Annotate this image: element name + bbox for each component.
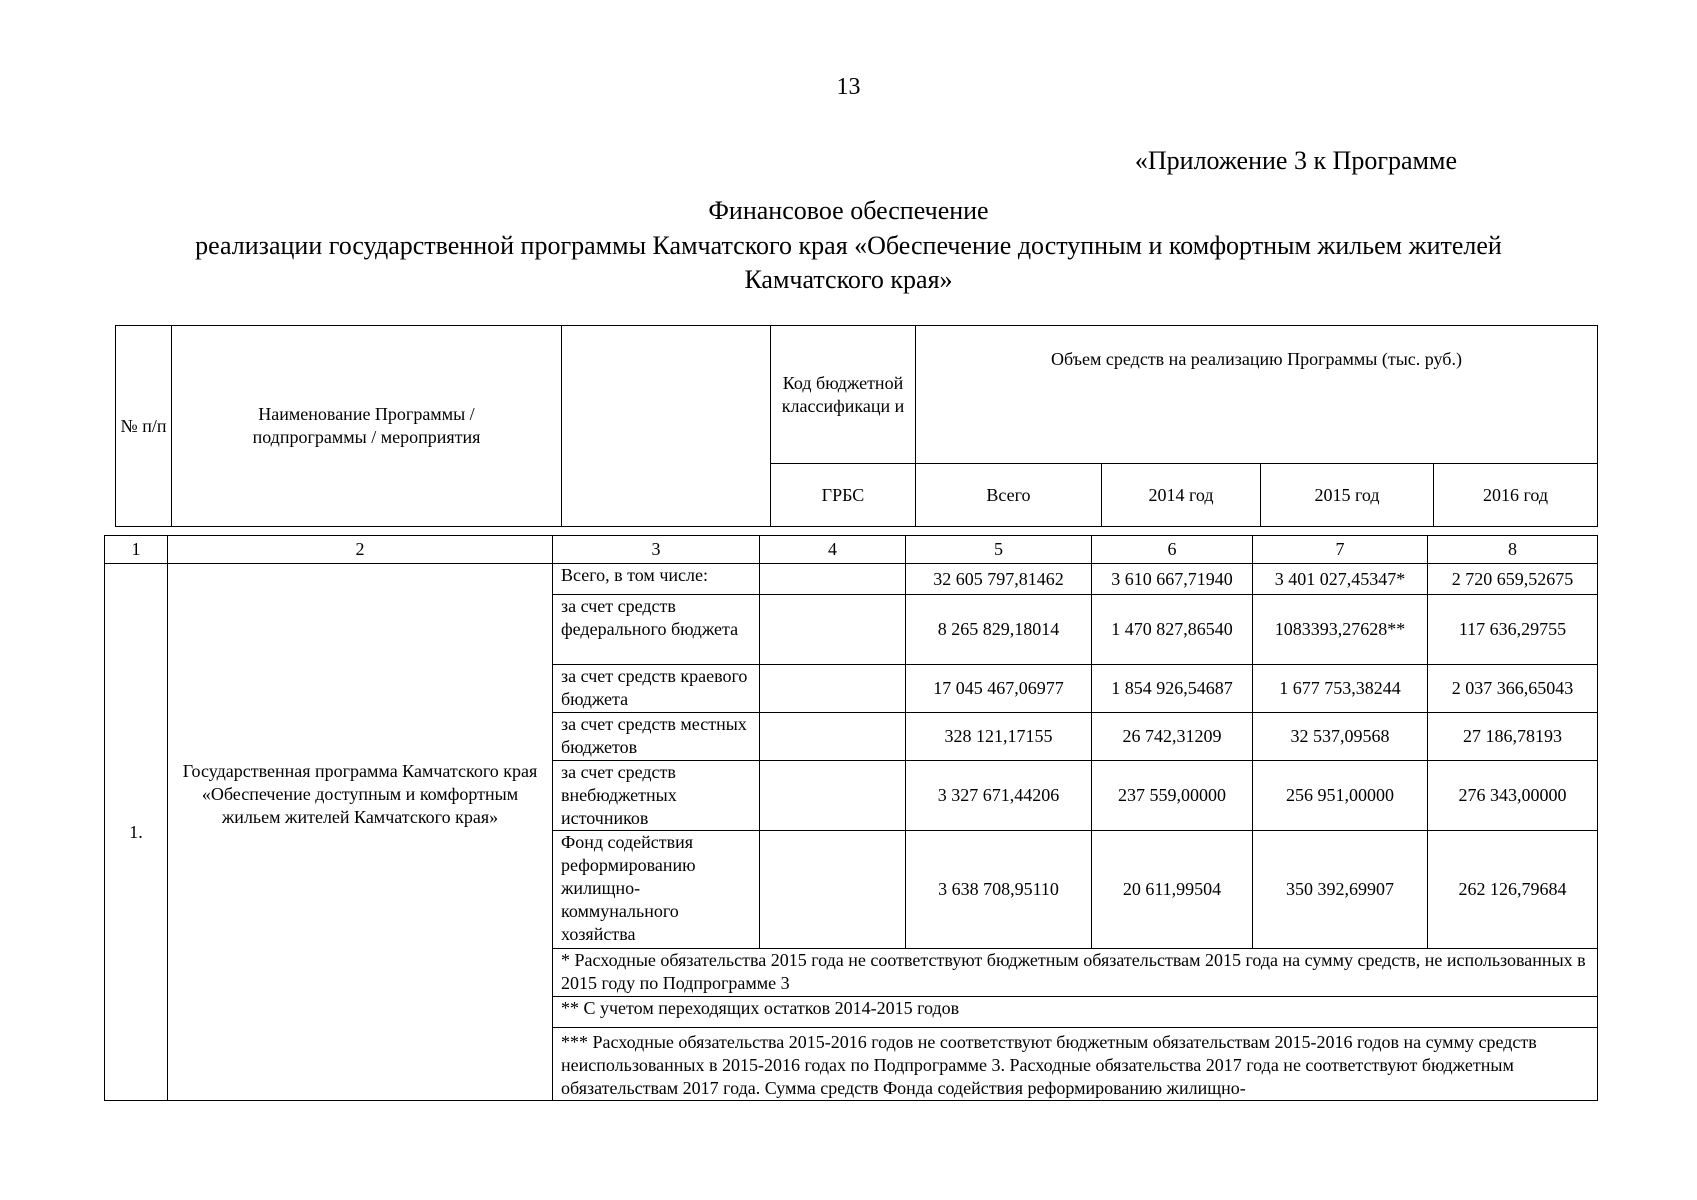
body-table — [104, 535, 1598, 1101]
document-title-line-1: Финансовое обеспечение — [708, 196, 989, 225]
page-number: 13 — [836, 74, 861, 100]
grbs-cell — [760, 595, 906, 665]
value-total: 17 045 467,06977 — [906, 665, 1092, 713]
header-col-number: № п/п — [116, 326, 172, 527]
value-2015: 350 392,69907 — [1253, 831, 1428, 949]
header-col-code: Код бюджетной классификаци и — [771, 326, 916, 464]
column-number: 6 — [1092, 536, 1253, 564]
header-table — [115, 325, 1598, 527]
footnote-3: *** Расходные обязательства 2015-2016 годов не соответствуют бюджетным обязательствам 2015-2016 годов на сумму средств неиспользованных в 2015-2016 годах по Подпрограмме 3. Расходные обязательства 2017 года не соответствуют бюджетным обязательствам 2017 года. Сумма средств Фонда содействия реформированию жилищно- — [553, 1028, 1598, 1101]
value-2016: 276 343,00000 — [1428, 761, 1598, 831]
column-number: 7 — [1253, 536, 1428, 564]
program-number: 1. — [105, 564, 168, 1101]
value-total: 3 638 708,95110 — [906, 831, 1092, 949]
document-title-line-3: Камчатского края» — [744, 265, 953, 294]
row-label: за счет средств местных бюджетов — [553, 713, 760, 761]
value-total: 8 265 829,18014 — [906, 595, 1092, 665]
value-total: 328 121,17155 — [906, 713, 1092, 761]
row-label: Фонд содействия реформированию жилищно-коммунального хозяйства — [553, 831, 760, 949]
value-2014: 1 854 926,54687 — [1092, 665, 1253, 713]
table-row — [105, 564, 1598, 595]
column-number: 8 — [1428, 536, 1598, 564]
value-2016: 2 037 366,65043 — [1428, 665, 1598, 713]
value-2016: 262 126,79684 — [1428, 831, 1598, 949]
column-number: 3 — [553, 536, 760, 564]
grbs-cell — [760, 761, 906, 831]
value-2016: 2 720 659,52675 — [1428, 564, 1598, 595]
value-2015: 32 537,09568 — [1253, 713, 1428, 761]
column-number-row — [105, 536, 1598, 564]
column-number: 1 — [105, 536, 168, 564]
header-col-volume: Объем средств на реализацию Программы (тыс. руб.) — [916, 326, 1598, 464]
row-label: за счет средств внебюджетных источников — [553, 761, 760, 831]
appendix-title: «Приложение 3 к Программе — [1134, 146, 1457, 175]
column-number: 5 — [906, 536, 1092, 564]
grbs-cell — [760, 665, 906, 713]
value-2014: 26 742,31209 — [1092, 713, 1253, 761]
value-2014: 237 559,00000 — [1092, 761, 1253, 831]
value-2015: 1 677 753,38244 — [1253, 665, 1428, 713]
value-2015: 3 401 027,45347* — [1253, 564, 1428, 595]
column-number: 2 — [168, 536, 553, 564]
value-total: 32 605 797,81462 — [906, 564, 1092, 595]
row-label: за счет средств федерального бюджета — [553, 595, 760, 665]
value-2014: 3 610 667,71940 — [1092, 564, 1253, 595]
header-col-name: Наименование Программы / подпрограммы / мероприятия — [172, 326, 562, 527]
row-label: за счет средств краевого бюджета — [553, 665, 760, 713]
value-2015: 1083393,27628** — [1253, 595, 1428, 665]
value-2015: 256 951,00000 — [1253, 761, 1428, 831]
grbs-cell — [760, 831, 906, 949]
header-col-grbs: ГРБС — [771, 464, 916, 527]
footnote-2: ** С учетом переходящих остатков 2014-2015 годов — [553, 997, 1598, 1028]
program-name — [168, 564, 553, 1101]
program-name-text: Государственная программа Камчатского края «Обеспечение доступным и комфортным жильем жителей Камчатского края» — [182, 761, 538, 827]
header-col-2016: 2016 год — [1434, 464, 1598, 527]
header-col-2014: 2014 год — [1102, 464, 1261, 527]
header-col-2015: 2015 год — [1261, 464, 1434, 527]
header-col-total: Всего — [916, 464, 1102, 527]
grbs-cell — [760, 713, 906, 761]
value-2014: 20 611,99504 — [1092, 831, 1253, 949]
value-2016: 117 636,29755 — [1428, 595, 1598, 665]
value-total: 3 327 671,44206 — [906, 761, 1092, 831]
footnote-1: * Расходные обязательства 2015 года не соответствуют бюджетным обязательствам 2015 года на сумму средств, не использованных в 2015 году по Подпрограмме 3 — [553, 949, 1598, 997]
column-number: 4 — [760, 536, 906, 564]
document-title-line-2: реализации государственной программы Камчатского края «Обеспечение доступным и комфортным жильем жителей — [195, 231, 1502, 260]
header-col-empty — [562, 326, 771, 527]
value-2014: 1 470 827,86540 — [1092, 595, 1253, 665]
value-2016: 27 186,78193 — [1428, 713, 1598, 761]
grbs-cell — [760, 564, 906, 595]
row-label: Всего, в том числе: — [553, 564, 760, 595]
